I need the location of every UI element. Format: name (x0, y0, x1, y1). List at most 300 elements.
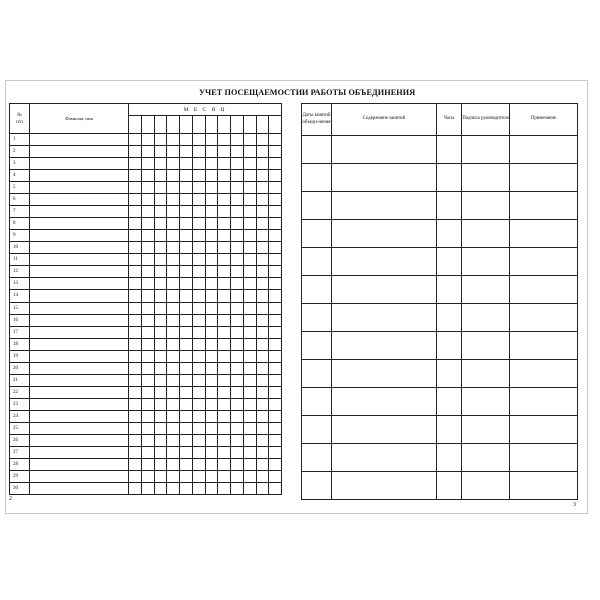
day-header-cell[interactable] (154, 116, 167, 134)
attendance-mark-cell[interactable] (180, 350, 193, 362)
student-name-cell[interactable] (30, 182, 129, 194)
attendance-mark-cell[interactable] (256, 146, 269, 158)
attendance-mark-cell[interactable] (192, 134, 205, 146)
attendance-mark-cell[interactable] (218, 362, 231, 374)
attendance-mark-cell[interactable] (129, 134, 142, 146)
attendance-mark-cell[interactable] (269, 446, 282, 458)
hours-cell[interactable] (437, 388, 462, 416)
date-cell[interactable] (302, 472, 332, 500)
attendance-mark-cell[interactable] (167, 302, 180, 314)
attendance-mark-cell[interactable] (269, 194, 282, 206)
attendance-mark-cell[interactable] (231, 134, 244, 146)
attendance-mark-cell[interactable] (231, 386, 244, 398)
date-cell[interactable] (302, 416, 332, 444)
attendance-mark-cell[interactable] (167, 458, 180, 470)
attendance-mark-cell[interactable] (180, 338, 193, 350)
attendance-mark-cell[interactable] (180, 182, 193, 194)
attendance-mark-cell[interactable] (192, 422, 205, 434)
attendance-mark-cell[interactable] (192, 206, 205, 218)
attendance-mark-cell[interactable] (269, 326, 282, 338)
attendance-mark-cell[interactable] (243, 350, 256, 362)
signature-cell[interactable] (462, 416, 510, 444)
student-name-cell[interactable] (30, 278, 129, 290)
content-cell[interactable] (332, 220, 437, 248)
attendance-mark-cell[interactable] (256, 470, 269, 482)
attendance-mark-cell[interactable] (256, 206, 269, 218)
attendance-mark-cell[interactable] (243, 218, 256, 230)
day-header-cell[interactable] (129, 116, 142, 134)
student-name-cell[interactable] (30, 194, 129, 206)
attendance-mark-cell[interactable] (269, 482, 282, 494)
hours-cell[interactable] (437, 192, 462, 220)
attendance-mark-cell[interactable] (167, 218, 180, 230)
hours-cell[interactable] (437, 136, 462, 164)
student-name-cell[interactable] (30, 350, 129, 362)
student-name-cell[interactable] (30, 206, 129, 218)
content-cell[interactable] (332, 192, 437, 220)
attendance-mark-cell[interactable] (231, 146, 244, 158)
attendance-mark-cell[interactable] (231, 302, 244, 314)
attendance-mark-cell[interactable] (180, 362, 193, 374)
student-name-cell[interactable] (30, 434, 129, 446)
date-cell[interactable] (302, 304, 332, 332)
attendance-mark-cell[interactable] (167, 482, 180, 494)
attendance-mark-cell[interactable] (180, 266, 193, 278)
attendance-mark-cell[interactable] (192, 278, 205, 290)
attendance-mark-cell[interactable] (243, 230, 256, 242)
student-name-cell[interactable] (30, 410, 129, 422)
attendance-mark-cell[interactable] (256, 134, 269, 146)
attendance-mark-cell[interactable] (269, 254, 282, 266)
attendance-mark-cell[interactable] (192, 314, 205, 326)
attendance-mark-cell[interactable] (218, 254, 231, 266)
attendance-mark-cell[interactable] (192, 482, 205, 494)
attendance-mark-cell[interactable] (129, 410, 142, 422)
attendance-mark-cell[interactable] (205, 218, 218, 230)
attendance-mark-cell[interactable] (205, 146, 218, 158)
hours-cell[interactable] (437, 332, 462, 360)
attendance-mark-cell[interactable] (167, 362, 180, 374)
attendance-mark-cell[interactable] (256, 302, 269, 314)
attendance-mark-cell[interactable] (129, 158, 142, 170)
attendance-mark-cell[interactable] (218, 398, 231, 410)
attendance-mark-cell[interactable] (192, 146, 205, 158)
attendance-mark-cell[interactable] (269, 206, 282, 218)
attendance-mark-cell[interactable] (231, 266, 244, 278)
attendance-mark-cell[interactable] (141, 146, 154, 158)
notes-cell[interactable] (510, 416, 578, 444)
attendance-mark-cell[interactable] (167, 230, 180, 242)
attendance-mark-cell[interactable] (129, 170, 142, 182)
attendance-mark-cell[interactable] (154, 374, 167, 386)
attendance-mark-cell[interactable] (167, 434, 180, 446)
attendance-mark-cell[interactable] (269, 170, 282, 182)
attendance-mark-cell[interactable] (154, 398, 167, 410)
attendance-mark-cell[interactable] (180, 278, 193, 290)
attendance-mark-cell[interactable] (154, 134, 167, 146)
attendance-mark-cell[interactable] (231, 350, 244, 362)
attendance-mark-cell[interactable] (231, 482, 244, 494)
attendance-mark-cell[interactable] (180, 422, 193, 434)
attendance-mark-cell[interactable] (192, 458, 205, 470)
attendance-mark-cell[interactable] (129, 362, 142, 374)
attendance-mark-cell[interactable] (154, 314, 167, 326)
attendance-mark-cell[interactable] (256, 446, 269, 458)
attendance-mark-cell[interactable] (231, 446, 244, 458)
attendance-mark-cell[interactable] (218, 434, 231, 446)
attendance-mark-cell[interactable] (205, 326, 218, 338)
attendance-mark-cell[interactable] (269, 302, 282, 314)
attendance-mark-cell[interactable] (154, 410, 167, 422)
attendance-mark-cell[interactable] (129, 266, 142, 278)
attendance-mark-cell[interactable] (218, 290, 231, 302)
attendance-mark-cell[interactable] (269, 362, 282, 374)
attendance-mark-cell[interactable] (167, 386, 180, 398)
attendance-mark-cell[interactable] (192, 170, 205, 182)
attendance-mark-cell[interactable] (180, 206, 193, 218)
content-cell[interactable] (332, 388, 437, 416)
date-cell[interactable] (302, 444, 332, 472)
attendance-mark-cell[interactable] (269, 230, 282, 242)
hours-cell[interactable] (437, 444, 462, 472)
signature-cell[interactable] (462, 248, 510, 276)
day-header-cell[interactable] (256, 116, 269, 134)
date-cell[interactable] (302, 248, 332, 276)
attendance-mark-cell[interactable] (218, 302, 231, 314)
attendance-mark-cell[interactable] (243, 326, 256, 338)
student-name-cell[interactable] (30, 134, 129, 146)
attendance-mark-cell[interactable] (256, 266, 269, 278)
student-name-cell[interactable] (30, 362, 129, 374)
attendance-mark-cell[interactable] (218, 386, 231, 398)
attendance-mark-cell[interactable] (256, 434, 269, 446)
attendance-mark-cell[interactable] (205, 278, 218, 290)
attendance-mark-cell[interactable] (129, 338, 142, 350)
attendance-mark-cell[interactable] (205, 446, 218, 458)
attendance-mark-cell[interactable] (167, 446, 180, 458)
attendance-mark-cell[interactable] (256, 182, 269, 194)
attendance-mark-cell[interactable] (180, 446, 193, 458)
attendance-mark-cell[interactable] (218, 350, 231, 362)
attendance-mark-cell[interactable] (243, 266, 256, 278)
date-cell[interactable] (302, 332, 332, 360)
attendance-mark-cell[interactable] (269, 386, 282, 398)
attendance-mark-cell[interactable] (129, 398, 142, 410)
attendance-mark-cell[interactable] (218, 182, 231, 194)
attendance-mark-cell[interactable] (205, 230, 218, 242)
attendance-mark-cell[interactable] (154, 326, 167, 338)
attendance-mark-cell[interactable] (205, 458, 218, 470)
attendance-mark-cell[interactable] (205, 434, 218, 446)
attendance-mark-cell[interactable] (154, 482, 167, 494)
attendance-mark-cell[interactable] (243, 242, 256, 254)
attendance-mark-cell[interactable] (269, 314, 282, 326)
signature-cell[interactable] (462, 136, 510, 164)
attendance-mark-cell[interactable] (218, 218, 231, 230)
attendance-mark-cell[interactable] (243, 134, 256, 146)
attendance-mark-cell[interactable] (154, 218, 167, 230)
attendance-mark-cell[interactable] (180, 374, 193, 386)
signature-cell[interactable] (462, 220, 510, 248)
attendance-mark-cell[interactable] (269, 458, 282, 470)
attendance-mark-cell[interactable] (129, 422, 142, 434)
attendance-mark-cell[interactable] (180, 410, 193, 422)
attendance-mark-cell[interactable] (154, 206, 167, 218)
day-header-cell[interactable] (218, 116, 231, 134)
attendance-mark-cell[interactable] (243, 278, 256, 290)
attendance-mark-cell[interactable] (192, 350, 205, 362)
attendance-mark-cell[interactable] (243, 290, 256, 302)
attendance-mark-cell[interactable] (141, 182, 154, 194)
attendance-mark-cell[interactable] (167, 194, 180, 206)
attendance-mark-cell[interactable] (231, 362, 244, 374)
attendance-mark-cell[interactable] (192, 182, 205, 194)
student-name-cell[interactable] (30, 290, 129, 302)
attendance-mark-cell[interactable] (256, 218, 269, 230)
attendance-mark-cell[interactable] (154, 362, 167, 374)
day-header-cell[interactable] (141, 116, 154, 134)
attendance-mark-cell[interactable] (205, 134, 218, 146)
content-cell[interactable] (332, 416, 437, 444)
student-name-cell[interactable] (30, 218, 129, 230)
attendance-mark-cell[interactable] (269, 242, 282, 254)
attendance-mark-cell[interactable] (243, 338, 256, 350)
attendance-mark-cell[interactable] (218, 410, 231, 422)
attendance-mark-cell[interactable] (154, 350, 167, 362)
attendance-mark-cell[interactable] (192, 218, 205, 230)
attendance-mark-cell[interactable] (129, 302, 142, 314)
attendance-mark-cell[interactable] (269, 422, 282, 434)
hours-cell[interactable] (437, 360, 462, 388)
attendance-mark-cell[interactable] (180, 146, 193, 158)
attendance-mark-cell[interactable] (269, 350, 282, 362)
attendance-mark-cell[interactable] (256, 362, 269, 374)
attendance-mark-cell[interactable] (218, 158, 231, 170)
attendance-mark-cell[interactable] (231, 470, 244, 482)
attendance-mark-cell[interactable] (154, 266, 167, 278)
attendance-mark-cell[interactable] (231, 290, 244, 302)
attendance-mark-cell[interactable] (218, 446, 231, 458)
attendance-mark-cell[interactable] (269, 134, 282, 146)
student-name-cell[interactable] (30, 374, 129, 386)
attendance-mark-cell[interactable] (243, 170, 256, 182)
notes-cell[interactable] (510, 472, 578, 500)
signature-cell[interactable] (462, 472, 510, 500)
attendance-mark-cell[interactable] (269, 158, 282, 170)
attendance-mark-cell[interactable] (205, 266, 218, 278)
attendance-mark-cell[interactable] (167, 326, 180, 338)
content-cell[interactable] (332, 164, 437, 192)
notes-cell[interactable] (510, 164, 578, 192)
attendance-mark-cell[interactable] (205, 194, 218, 206)
attendance-mark-cell[interactable] (256, 170, 269, 182)
attendance-mark-cell[interactable] (154, 446, 167, 458)
attendance-mark-cell[interactable] (231, 230, 244, 242)
attendance-mark-cell[interactable] (154, 158, 167, 170)
attendance-mark-cell[interactable] (218, 146, 231, 158)
attendance-mark-cell[interactable] (243, 386, 256, 398)
student-name-cell[interactable] (30, 326, 129, 338)
attendance-mark-cell[interactable] (192, 302, 205, 314)
attendance-mark-cell[interactable] (141, 134, 154, 146)
student-name-cell[interactable] (30, 338, 129, 350)
day-header-cell[interactable] (167, 116, 180, 134)
date-cell[interactable] (302, 164, 332, 192)
attendance-mark-cell[interactable] (167, 410, 180, 422)
attendance-mark-cell[interactable] (205, 482, 218, 494)
attendance-mark-cell[interactable] (141, 302, 154, 314)
attendance-mark-cell[interactable] (243, 422, 256, 434)
attendance-mark-cell[interactable] (231, 218, 244, 230)
content-cell[interactable] (332, 136, 437, 164)
attendance-mark-cell[interactable] (154, 458, 167, 470)
student-name-cell[interactable] (30, 458, 129, 470)
content-cell[interactable] (332, 304, 437, 332)
attendance-mark-cell[interactable] (141, 458, 154, 470)
attendance-mark-cell[interactable] (231, 422, 244, 434)
attendance-mark-cell[interactable] (231, 338, 244, 350)
attendance-mark-cell[interactable] (192, 338, 205, 350)
attendance-mark-cell[interactable] (205, 350, 218, 362)
attendance-mark-cell[interactable] (218, 374, 231, 386)
content-cell[interactable] (332, 276, 437, 304)
attendance-mark-cell[interactable] (269, 290, 282, 302)
attendance-mark-cell[interactable] (141, 230, 154, 242)
attendance-mark-cell[interactable] (180, 482, 193, 494)
attendance-mark-cell[interactable] (256, 398, 269, 410)
attendance-mark-cell[interactable] (269, 182, 282, 194)
attendance-mark-cell[interactable] (141, 314, 154, 326)
attendance-mark-cell[interactable] (243, 410, 256, 422)
attendance-mark-cell[interactable] (243, 398, 256, 410)
attendance-mark-cell[interactable] (218, 422, 231, 434)
attendance-mark-cell[interactable] (218, 278, 231, 290)
attendance-mark-cell[interactable] (167, 290, 180, 302)
content-cell[interactable] (332, 360, 437, 388)
day-header-cell[interactable] (205, 116, 218, 134)
attendance-mark-cell[interactable] (269, 146, 282, 158)
notes-cell[interactable] (510, 388, 578, 416)
attendance-mark-cell[interactable] (167, 242, 180, 254)
attendance-mark-cell[interactable] (218, 458, 231, 470)
attendance-mark-cell[interactable] (256, 374, 269, 386)
signature-cell[interactable] (462, 360, 510, 388)
attendance-mark-cell[interactable] (218, 206, 231, 218)
attendance-mark-cell[interactable] (167, 278, 180, 290)
attendance-mark-cell[interactable] (231, 434, 244, 446)
attendance-mark-cell[interactable] (205, 374, 218, 386)
hours-cell[interactable] (437, 220, 462, 248)
attendance-mark-cell[interactable] (129, 194, 142, 206)
attendance-mark-cell[interactable] (269, 410, 282, 422)
attendance-mark-cell[interactable] (180, 290, 193, 302)
attendance-mark-cell[interactable] (141, 158, 154, 170)
attendance-mark-cell[interactable] (231, 326, 244, 338)
attendance-mark-cell[interactable] (192, 410, 205, 422)
attendance-mark-cell[interactable] (192, 158, 205, 170)
attendance-mark-cell[interactable] (269, 374, 282, 386)
attendance-mark-cell[interactable] (205, 470, 218, 482)
hours-cell[interactable] (437, 248, 462, 276)
attendance-mark-cell[interactable] (243, 158, 256, 170)
student-name-cell[interactable] (30, 230, 129, 242)
attendance-mark-cell[interactable] (256, 278, 269, 290)
student-name-cell[interactable] (30, 314, 129, 326)
date-cell[interactable] (302, 220, 332, 248)
attendance-mark-cell[interactable] (141, 338, 154, 350)
attendance-mark-cell[interactable] (167, 146, 180, 158)
attendance-mark-cell[interactable] (167, 422, 180, 434)
notes-cell[interactable] (510, 248, 578, 276)
attendance-mark-cell[interactable] (205, 422, 218, 434)
student-name-cell[interactable] (30, 446, 129, 458)
signature-cell[interactable] (462, 164, 510, 192)
attendance-mark-cell[interactable] (256, 194, 269, 206)
attendance-mark-cell[interactable] (256, 338, 269, 350)
signature-cell[interactable] (462, 444, 510, 472)
attendance-mark-cell[interactable] (192, 446, 205, 458)
attendance-mark-cell[interactable] (129, 386, 142, 398)
attendance-mark-cell[interactable] (231, 410, 244, 422)
date-cell[interactable] (302, 388, 332, 416)
attendance-mark-cell[interactable] (129, 470, 142, 482)
attendance-mark-cell[interactable] (167, 338, 180, 350)
attendance-mark-cell[interactable] (218, 242, 231, 254)
attendance-mark-cell[interactable] (154, 434, 167, 446)
attendance-mark-cell[interactable] (269, 218, 282, 230)
attendance-mark-cell[interactable] (243, 206, 256, 218)
attendance-mark-cell[interactable] (192, 254, 205, 266)
notes-cell[interactable] (510, 360, 578, 388)
day-header-cell[interactable] (231, 116, 244, 134)
signature-cell[interactable] (462, 304, 510, 332)
attendance-mark-cell[interactable] (243, 446, 256, 458)
student-name-cell[interactable] (30, 386, 129, 398)
attendance-mark-cell[interactable] (192, 230, 205, 242)
attendance-mark-cell[interactable] (218, 314, 231, 326)
attendance-mark-cell[interactable] (180, 218, 193, 230)
attendance-mark-cell[interactable] (129, 278, 142, 290)
attendance-mark-cell[interactable] (269, 278, 282, 290)
attendance-mark-cell[interactable] (205, 158, 218, 170)
attendance-mark-cell[interactable] (167, 158, 180, 170)
attendance-mark-cell[interactable] (167, 266, 180, 278)
attendance-mark-cell[interactable] (154, 470, 167, 482)
attendance-mark-cell[interactable] (256, 458, 269, 470)
attendance-mark-cell[interactable] (231, 194, 244, 206)
attendance-mark-cell[interactable] (180, 326, 193, 338)
attendance-mark-cell[interactable] (192, 374, 205, 386)
attendance-mark-cell[interactable] (231, 314, 244, 326)
attendance-mark-cell[interactable] (129, 458, 142, 470)
attendance-mark-cell[interactable] (154, 422, 167, 434)
attendance-mark-cell[interactable] (192, 386, 205, 398)
attendance-mark-cell[interactable] (231, 278, 244, 290)
attendance-mark-cell[interactable] (269, 398, 282, 410)
attendance-mark-cell[interactable] (129, 146, 142, 158)
attendance-mark-cell[interactable] (141, 410, 154, 422)
attendance-mark-cell[interactable] (256, 230, 269, 242)
notes-cell[interactable] (510, 276, 578, 304)
attendance-mark-cell[interactable] (141, 422, 154, 434)
student-name-cell[interactable] (30, 146, 129, 158)
attendance-mark-cell[interactable] (243, 374, 256, 386)
signature-cell[interactable] (462, 276, 510, 304)
attendance-mark-cell[interactable] (256, 386, 269, 398)
attendance-mark-cell[interactable] (154, 146, 167, 158)
attendance-mark-cell[interactable] (218, 470, 231, 482)
attendance-mark-cell[interactable] (256, 422, 269, 434)
